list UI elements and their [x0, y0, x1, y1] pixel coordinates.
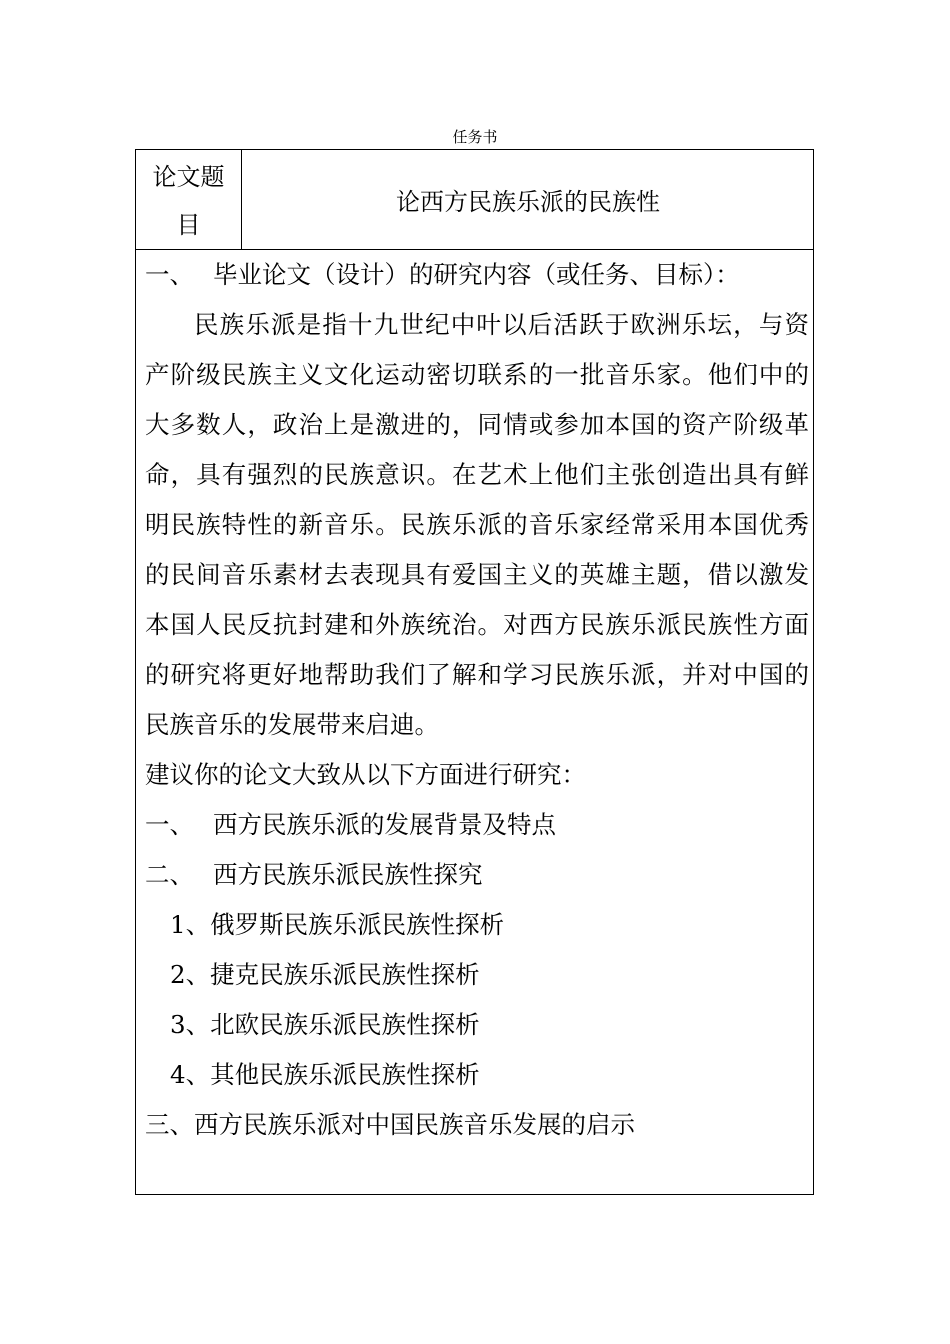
paragraph-line: 本国人民反抗封建和外族统治。对西方民族乐派民族性方面	[145, 610, 809, 639]
paragraph-line: 民族乐派是指十九世纪中叶以后活跃于欧洲乐坛，与资	[194, 310, 809, 339]
task-form-table	[135, 149, 814, 1195]
title-label-line-2: 目	[176, 211, 201, 239]
paragraph-line: 命，具有强烈的民族意识。在艺术上他们主张创造出具有鲜	[145, 460, 809, 489]
document-header-title: 任务书	[452, 128, 498, 146]
paragraph-line: 的研究将更好地帮助我们了解和学习民族乐派，并对中国的	[145, 660, 809, 689]
outline-number: 二、	[145, 860, 194, 889]
paragraph-line: 明民族特性的新音乐。民族乐派的音乐家经常采用本国优秀	[145, 510, 809, 539]
paragraph-line: 民族音乐的发展带来启迪。	[145, 710, 439, 739]
thesis-title-row	[136, 150, 813, 250]
outline-sub-item: 1、俄罗斯民族乐派民族性探析	[170, 910, 505, 939]
section-heading-text: 毕业论文（设计）的研究内容（或任务、目标）：	[213, 260, 740, 289]
section-number: 一、	[145, 260, 194, 289]
paragraph-line: 的民间音乐素材去表现具有爱国主义的英雄主题，借以激发	[145, 560, 809, 589]
outline-text: 西方民族乐派的发展背景及特点	[213, 810, 556, 839]
thesis-title-value: 论西方民族乐派的民族性	[396, 188, 660, 216]
outline-sub-item: 2、捷克民族乐派民族性探析	[170, 960, 480, 989]
outline-sub-item: 3、北欧民族乐派民族性探析	[170, 1010, 480, 1039]
outline-text: 西方民族乐派民族性探究	[213, 860, 483, 889]
research-content-cell	[145, 250, 809, 1150]
outline-item-final: 三、西方民族乐派对中国民族音乐发展的启示	[145, 1110, 635, 1139]
paragraph-line: 产阶级民族主义文化运动密切联系的一批音乐家。他们中的	[145, 360, 809, 389]
outline-item	[145, 800, 809, 850]
thesis-title-label	[136, 150, 242, 249]
section-heading-research-content	[145, 250, 809, 300]
paragraph-line: 大多数人，政治上是激进的，同情或参加本国的资产阶级革	[145, 410, 809, 439]
outline-item	[145, 850, 809, 900]
outline-sub-item: 4、其他民族乐派民族性探析	[170, 1060, 480, 1089]
title-label-line-1: 论文题	[152, 163, 225, 191]
outline-number: 一、	[145, 810, 194, 839]
suggestion-line: 建议你的论文大致从以下方面进行研究：	[145, 760, 586, 789]
